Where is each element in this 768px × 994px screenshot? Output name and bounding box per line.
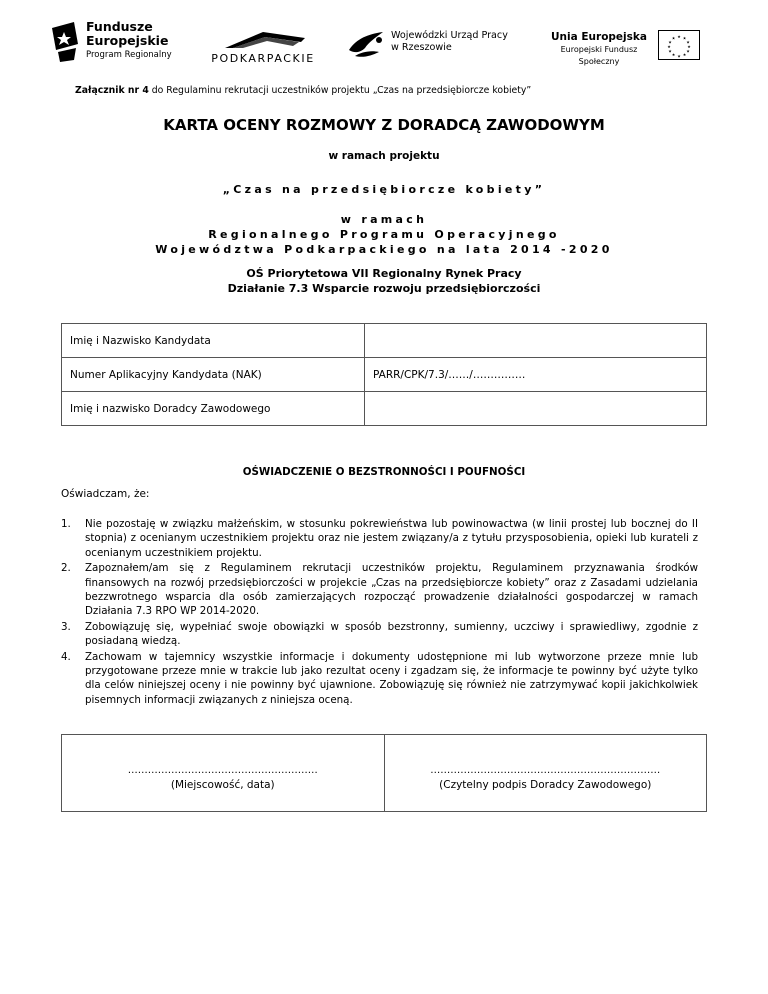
wup-line1: Wojewódzki Urząd Pracy	[391, 30, 508, 41]
item-number: 2.	[61, 562, 71, 575]
declaration-intro: Oświadczam, że:	[61, 488, 150, 500]
svg-text:★: ★	[671, 35, 676, 41]
svg-text:★: ★	[686, 48, 690, 54]
list-item	[61, 650, 698, 708]
axis-line2: Działanie 7.3 Wsparcie rozwoju przedsiębiorczości	[227, 282, 541, 295]
project-name: „Czas na przedsiębiorcze kobiety”	[222, 183, 546, 196]
podkarpackie-logo	[203, 28, 323, 66]
place-date-cell[interactable]	[62, 735, 385, 812]
ue-line1: Unia Europejska	[551, 31, 647, 43]
fe-line3: Program Regionalny	[86, 50, 172, 60]
program-line3: Województwa Podkarpackiego na lata 2014 -2020	[155, 243, 613, 256]
wup-logo	[345, 28, 520, 62]
item-number: 1.	[61, 518, 71, 530]
svg-text:★: ★	[682, 52, 687, 57]
item-text: Zapoznałem/am się z Regulaminem rekrutacji uczestników projektu, Regulaminem przyznawania środków finansowych na rozwój przedsiębiorczości w projekcie „Czas na przedsiębiorcze kobiety” oraz z Zasadami udzielania bezzwrotnego wsparcia dla osób zamierzających rozpocząć prowadzenie działalności gospodarczej w ramach Działania 7.3 RPO WP 2014-2020.	[85, 562, 698, 618]
signature-label: (Czytelny podpis Doradcy Zawodowego)	[439, 779, 652, 791]
annex-note	[75, 85, 531, 96]
fe-line1: Fundusze	[86, 19, 153, 34]
table-row	[62, 358, 707, 392]
svg-text:★: ★	[682, 35, 687, 41]
annex-text: do Regulaminu rekrutacji uczestników projektu „Czas na przedsiębiorcze kobiety”	[148, 85, 532, 96]
axis-line1: OŚ Priorytetowa VII Regionalny Rynek Pracy	[246, 267, 522, 280]
candidate-info-table	[61, 323, 707, 426]
svg-text:★: ★	[668, 48, 672, 54]
application-number-label: Numer Aplikacyjny Kandydata (NAK)	[62, 358, 365, 392]
item-text: Nie pozostaję w związku małżeńskim, w stosunku pokrewieństwa lub powinowactwa (w linii prostej lub bocznej do II stopnia) z ocenianym uczestnikiem projektu oraz nie jestem związany/a z tytułu przysposobienia, opieki lub kurateli z ocenianym uczestnikiem projektu.	[85, 518, 698, 559]
svg-text:★: ★	[677, 53, 681, 59]
podkarpackie-text: PODKARPACKIE	[211, 52, 315, 65]
program-line1: w ramach	[340, 213, 428, 226]
svg-text:★: ★	[687, 44, 691, 49]
table-row	[62, 392, 707, 426]
fe-star-icon	[50, 22, 80, 62]
ue-line2: Europejski Fundusz Społeczny	[560, 45, 638, 66]
place-date-label: (Miejscowość, data)	[170, 779, 275, 791]
program-block	[0, 212, 768, 257]
advisor-signature-cell[interactable]	[384, 735, 707, 812]
advisor-name-field[interactable]	[365, 392, 707, 426]
application-number-field[interactable]: PARR/CPK/7.3/……/……………	[365, 358, 707, 392]
svg-text:★: ★	[686, 39, 690, 45]
fe-line2: Europejskie	[86, 33, 169, 48]
place-date-line: …………………………………………………	[127, 765, 318, 776]
list-item	[61, 517, 698, 560]
wup-bird-icon	[345, 28, 387, 62]
eu-flag-icon	[658, 30, 700, 60]
table-row	[62, 324, 707, 358]
signature-line: ……………………………………………………………	[430, 765, 661, 776]
declaration-list	[61, 517, 698, 708]
unia-europejska-logo	[540, 30, 710, 66]
item-text: Zobowiązuję się, wypełniać swoje obowiązki w sposób bezstronny, sumienny, uczciwy i sprawiedliwy, zgodnie z posiadaną wiedzą.	[85, 620, 698, 648]
list-item	[61, 561, 698, 619]
declaration-title: OŚWIADCZENIE O BEZSTRONNOŚCI I POUFNOŚCI	[242, 466, 526, 478]
item-text: Zachowam w tajemnicy wszystkie informacje i dokumenty udostępnione mi lub wytworzone przeze mnie lub przygotowane przeze mnie w trakcie lub jako rezultat oceny i zgadzam się, że informacje te powinny być użyte tylko dla celów niniejszej oceny i nie powinny być ujawnione. Zobowiązuję się również nie zatrzymywać kopii jakichkolwiek pisemnych informacji związanych z niniejsza oceną.	[85, 650, 698, 706]
signature-table	[61, 734, 707, 812]
priority-axis-block	[0, 266, 768, 296]
candidate-name-label: Imię i Nazwisko Kandydata	[62, 324, 365, 358]
wup-line2: w Rzeszowie	[391, 42, 452, 53]
svg-text:★: ★	[677, 34, 681, 39]
within-project: w ramach projektu	[328, 150, 440, 162]
candidate-name-field[interactable]	[365, 324, 707, 358]
item-number: 3.	[61, 620, 71, 633]
program-line2: Regionalnego Programu Operacyjnego	[208, 228, 560, 241]
fundusze-europejskie-logo	[50, 20, 200, 66]
list-item	[61, 620, 698, 649]
advisor-name-label: Imię i nazwisko Doradcy Zawodowego	[62, 392, 365, 426]
svg-text:★: ★	[667, 44, 671, 49]
svg-text:★: ★	[671, 52, 676, 57]
podkarpackie-mountain-icon	[203, 28, 323, 50]
annex-label: Załącznik nr 4	[75, 85, 149, 96]
svg-text:★: ★	[668, 39, 672, 45]
item-number: 4.	[61, 650, 71, 663]
page-title: KARTA OCENY ROZMOWY Z DORADCĄ ZAWODOWYM	[163, 116, 605, 134]
